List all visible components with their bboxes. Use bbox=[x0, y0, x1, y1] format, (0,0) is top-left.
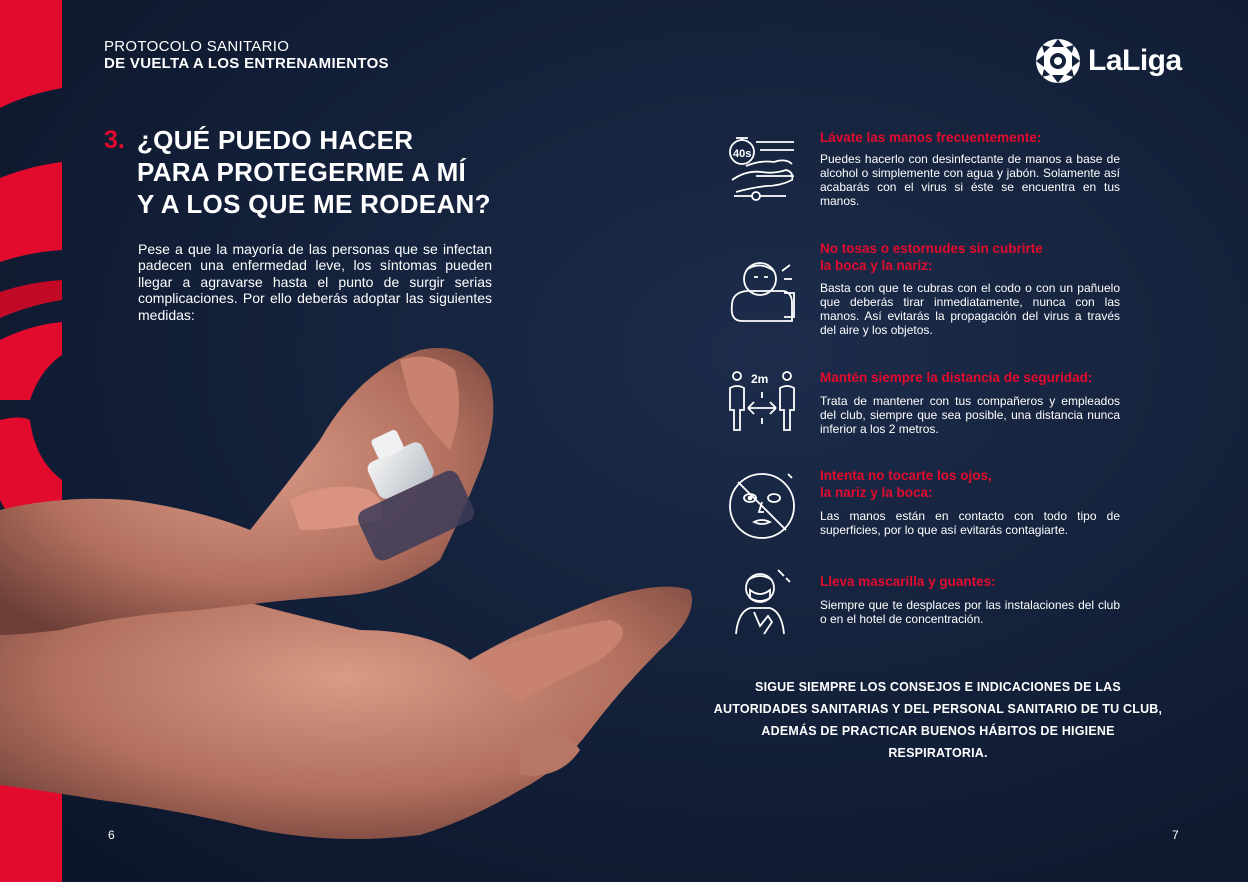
logo-text: LaLiga bbox=[1088, 44, 1182, 77]
measure-title-line-2: la boca y la nariz: bbox=[820, 257, 933, 273]
laliga-logo bbox=[1034, 36, 1189, 86]
measure-desc: Las manos están en contacto con todo tipo de superficies, por lo que así evitarás contagiarte. bbox=[820, 509, 1120, 537]
advice-line-1: SIGUE SIEMPRE LOS CONSEJOS E INDICACIONES DE LAS bbox=[755, 680, 1121, 694]
laliga-ball-icon bbox=[1034, 37, 1082, 85]
hand-washing-40s-icon bbox=[726, 130, 798, 202]
header-line-2: DE VUELTA A LOS ENTRENAMIENTOS bbox=[104, 55, 389, 72]
measure-title bbox=[820, 468, 1120, 501]
section-number: 3. bbox=[104, 126, 125, 154]
measure-title-line-2: la nariz y la boca: bbox=[820, 484, 933, 500]
mask-gloves-icon bbox=[726, 568, 798, 640]
document-header bbox=[104, 38, 389, 72]
measure-title: Lávate las manos frecuentemente: bbox=[820, 130, 1042, 145]
advice-text bbox=[712, 676, 1164, 764]
section-title-line-2: PARA PROTEGERME A MÍ bbox=[137, 157, 467, 187]
measure-title: Lleva mascarilla y guantes: bbox=[820, 574, 996, 589]
section-title bbox=[104, 124, 524, 220]
section-title-line-1: ¿QUÉ PUEDO HACER bbox=[137, 125, 414, 155]
measure-desc: Siempre que te desplaces por las instalaciones del club o en el hotel de concentración. bbox=[820, 598, 1120, 626]
measure-title-line-1: Intenta no tocarte los ojos, bbox=[820, 468, 992, 483]
measure-title bbox=[820, 241, 1120, 274]
measure-title: Mantén siempre la distancia de seguridad: bbox=[820, 370, 1093, 385]
advice-line-3: ADEMÁS DE PRACTICAR BUENOS HÁBITOS DE HIGIENE RESPIRATORIA. bbox=[761, 724, 1115, 760]
icon-2m-label: 2m bbox=[751, 372, 769, 386]
header-line-1: PROTOCOLO SANITARIO bbox=[104, 38, 290, 55]
measure-desc: Trata de mantener con tus compañeros y empleados del club, siempre que sea posible, una distancia nunca inferior a los 2 metros. bbox=[820, 394, 1120, 436]
measure-desc: Basta con que te cubras con el codo o con un pañuelo que deberás tirar inmediatamente, nunca con las manos. Así evitarás la propagación del virus a través del aire y los objetos. bbox=[820, 281, 1120, 337]
svg-text:40s: 40s bbox=[733, 148, 752, 160]
intro-paragraph: Pese a que la mayoría de las personas que se infectan padecen una enfermedad leve, los síntomas pueden llegar a agravarse hasta el punto de surgir serias complicaciones. Por ello deberás adoptar las siguientes medidas: bbox=[138, 241, 492, 323]
no-touch-face-icon bbox=[726, 468, 798, 540]
hands-sanitizer-image bbox=[0, 330, 720, 850]
page-number-left: 6 bbox=[108, 828, 115, 842]
page-number-right: 7 bbox=[1172, 828, 1179, 842]
advice-line-2: AUTORIDADES SANITARIAS Y DEL PERSONAL SANITARIO DE TU CLUB, bbox=[713, 702, 1163, 716]
distance-2m-icon bbox=[726, 370, 798, 442]
measure-desc: Puedes hacerlo con desinfectante de manos a base de alcohol o simplemente con agua y jabón. Solamente así acabarás con el virus si éste se encuentra en tus manos. bbox=[820, 152, 1120, 208]
section-title-line-3: Y A LOS QUE ME RODEAN? bbox=[137, 189, 491, 219]
measure-title-line-1: No tosas o estornudes sin cubrirte bbox=[820, 241, 1043, 256]
cough-elbow-icon bbox=[726, 255, 798, 327]
